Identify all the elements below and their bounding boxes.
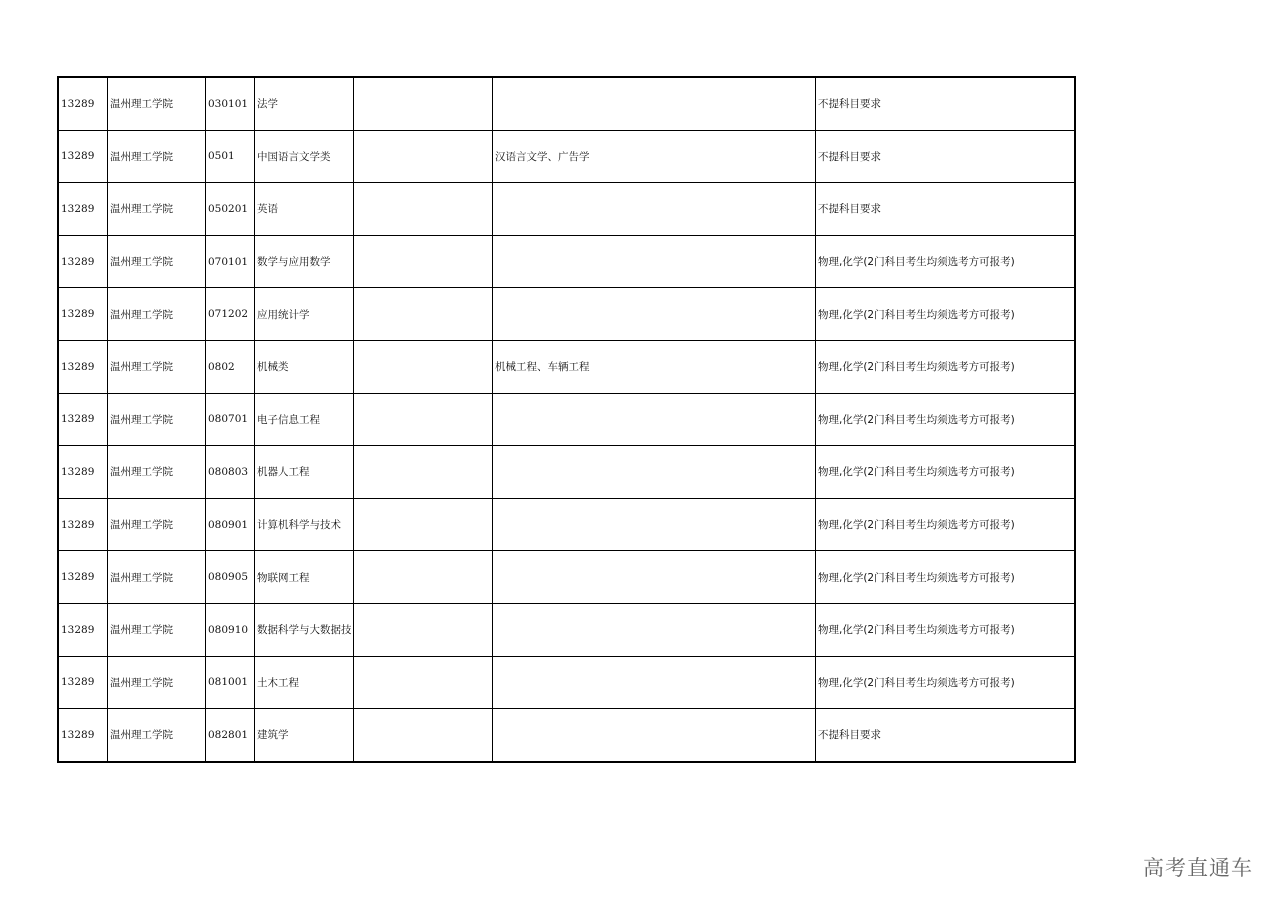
included-majors-cell: 汉语言文学、广告学 bbox=[493, 130, 816, 183]
school-name-cell: 温州理工学院 bbox=[108, 603, 206, 656]
table-row bbox=[59, 340, 1075, 393]
major-name-cell: 法学 bbox=[255, 78, 354, 131]
included-majors-cell bbox=[493, 603, 816, 656]
school-name-cell: 温州理工学院 bbox=[108, 498, 206, 551]
table-row bbox=[59, 183, 1075, 236]
empty-cell bbox=[354, 235, 493, 288]
school-code-cell: 13289 bbox=[59, 446, 108, 499]
included-majors-cell bbox=[493, 446, 816, 499]
major-name-cell: 数学与应用数学 bbox=[255, 235, 354, 288]
major-name-cell: 计算机科学与技术 bbox=[255, 498, 354, 551]
school-code-cell: 13289 bbox=[59, 235, 108, 288]
subject-requirement-cell: 不提科目要求 bbox=[816, 183, 1075, 236]
empty-cell bbox=[354, 551, 493, 604]
empty-cell bbox=[354, 656, 493, 709]
included-majors-cell bbox=[493, 393, 816, 446]
school-name-cell: 温州理工学院 bbox=[108, 709, 206, 762]
included-majors-cell bbox=[493, 235, 816, 288]
school-code-cell: 13289 bbox=[59, 709, 108, 762]
major-code-cell: 080910 bbox=[206, 603, 255, 656]
table-body bbox=[59, 78, 1075, 762]
major-code-cell: 080803 bbox=[206, 446, 255, 499]
school-code-cell: 13289 bbox=[59, 393, 108, 446]
major-code-cell: 0501 bbox=[206, 130, 255, 183]
table-row bbox=[59, 551, 1075, 604]
school-code-cell: 13289 bbox=[59, 498, 108, 551]
empty-cell bbox=[354, 709, 493, 762]
major-name-cell: 物联网工程 bbox=[255, 551, 354, 604]
school-code-cell: 13289 bbox=[59, 183, 108, 236]
empty-cell bbox=[354, 340, 493, 393]
empty-cell bbox=[354, 446, 493, 499]
major-code-cell: 0802 bbox=[206, 340, 255, 393]
included-majors-cell: 机械工程、车辆工程 bbox=[493, 340, 816, 393]
subject-requirement-cell: 物理,化学(2门科目考生均须选考方可报考) bbox=[816, 656, 1075, 709]
major-name-cell: 机械类 bbox=[255, 340, 354, 393]
school-name-cell: 温州理工学院 bbox=[108, 235, 206, 288]
school-name-cell: 温州理工学院 bbox=[108, 446, 206, 499]
subject-requirement-cell: 不提科目要求 bbox=[816, 709, 1075, 762]
table-row bbox=[59, 288, 1075, 341]
subject-requirement-cell: 物理,化学(2门科目考生均须选考方可报考) bbox=[816, 603, 1075, 656]
table-row bbox=[59, 235, 1075, 288]
included-majors-cell bbox=[493, 551, 816, 604]
major-code-cell: 082801 bbox=[206, 709, 255, 762]
subject-requirement-cell: 不提科目要求 bbox=[816, 130, 1075, 183]
empty-cell bbox=[354, 183, 493, 236]
school-code-cell: 13289 bbox=[59, 603, 108, 656]
included-majors-cell bbox=[493, 656, 816, 709]
major-code-cell: 071202 bbox=[206, 288, 255, 341]
school-name-cell: 温州理工学院 bbox=[108, 78, 206, 131]
subject-requirement-cell: 物理,化学(2门科目考生均须选考方可报考) bbox=[816, 288, 1075, 341]
major-requirements-table bbox=[58, 77, 1075, 762]
subject-requirement-cell: 不提科目要求 bbox=[816, 78, 1075, 131]
included-majors-cell bbox=[493, 288, 816, 341]
included-majors-cell bbox=[493, 183, 816, 236]
included-majors-cell bbox=[493, 498, 816, 551]
empty-cell bbox=[354, 393, 493, 446]
school-code-cell: 13289 bbox=[59, 78, 108, 131]
school-name-cell: 温州理工学院 bbox=[108, 656, 206, 709]
major-name-cell: 英语 bbox=[255, 183, 354, 236]
major-name-cell: 数据科学与大数据技 bbox=[255, 603, 354, 656]
table-row bbox=[59, 78, 1075, 131]
included-majors-cell bbox=[493, 709, 816, 762]
major-code-cell: 050201 bbox=[206, 183, 255, 236]
major-name-cell: 中国语言文学类 bbox=[255, 130, 354, 183]
empty-cell bbox=[354, 288, 493, 341]
table-row bbox=[59, 130, 1075, 183]
school-code-cell: 13289 bbox=[59, 288, 108, 341]
watermark-text: 高考直通车 bbox=[1143, 856, 1253, 880]
table-row bbox=[59, 603, 1075, 656]
major-code-cell: 080905 bbox=[206, 551, 255, 604]
empty-cell bbox=[354, 498, 493, 551]
table-row bbox=[59, 656, 1075, 709]
school-name-cell: 温州理工学院 bbox=[108, 551, 206, 604]
major-code-cell: 080901 bbox=[206, 498, 255, 551]
subject-requirement-cell: 物理,化学(2门科目考生均须选考方可报考) bbox=[816, 446, 1075, 499]
table-row bbox=[59, 446, 1075, 499]
school-name-cell: 温州理工学院 bbox=[108, 130, 206, 183]
included-majors-cell bbox=[493, 78, 816, 131]
subject-requirement-cell: 物理,化学(2门科目考生均须选考方可报考) bbox=[816, 393, 1075, 446]
empty-cell bbox=[354, 130, 493, 183]
subject-requirement-cell: 物理,化学(2门科目考生均须选考方可报考) bbox=[816, 340, 1075, 393]
major-name-cell: 建筑学 bbox=[255, 709, 354, 762]
school-code-cell: 13289 bbox=[59, 551, 108, 604]
table-row bbox=[59, 709, 1075, 762]
subject-requirement-cell: 物理,化学(2门科目考生均须选考方可报考) bbox=[816, 551, 1075, 604]
major-name-cell: 应用统计学 bbox=[255, 288, 354, 341]
major-code-cell: 080701 bbox=[206, 393, 255, 446]
subject-requirement-cell: 物理,化学(2门科目考生均须选考方可报考) bbox=[816, 235, 1075, 288]
empty-cell bbox=[354, 78, 493, 131]
school-name-cell: 温州理工学院 bbox=[108, 183, 206, 236]
major-name-cell: 机器人工程 bbox=[255, 446, 354, 499]
table-row bbox=[59, 498, 1075, 551]
school-name-cell: 温州理工学院 bbox=[108, 288, 206, 341]
school-code-cell: 13289 bbox=[59, 340, 108, 393]
subject-requirement-cell: 物理,化学(2门科目考生均须选考方可报考) bbox=[816, 498, 1075, 551]
school-name-cell: 温州理工学院 bbox=[108, 393, 206, 446]
major-name-cell: 土木工程 bbox=[255, 656, 354, 709]
major-name-cell: 电子信息工程 bbox=[255, 393, 354, 446]
major-code-cell: 081001 bbox=[206, 656, 255, 709]
empty-cell bbox=[354, 603, 493, 656]
school-code-cell: 13289 bbox=[59, 656, 108, 709]
major-code-cell: 070101 bbox=[206, 235, 255, 288]
school-code-cell: 13289 bbox=[59, 130, 108, 183]
school-name-cell: 温州理工学院 bbox=[108, 340, 206, 393]
table-row bbox=[59, 393, 1075, 446]
major-code-cell: 030101 bbox=[206, 78, 255, 131]
